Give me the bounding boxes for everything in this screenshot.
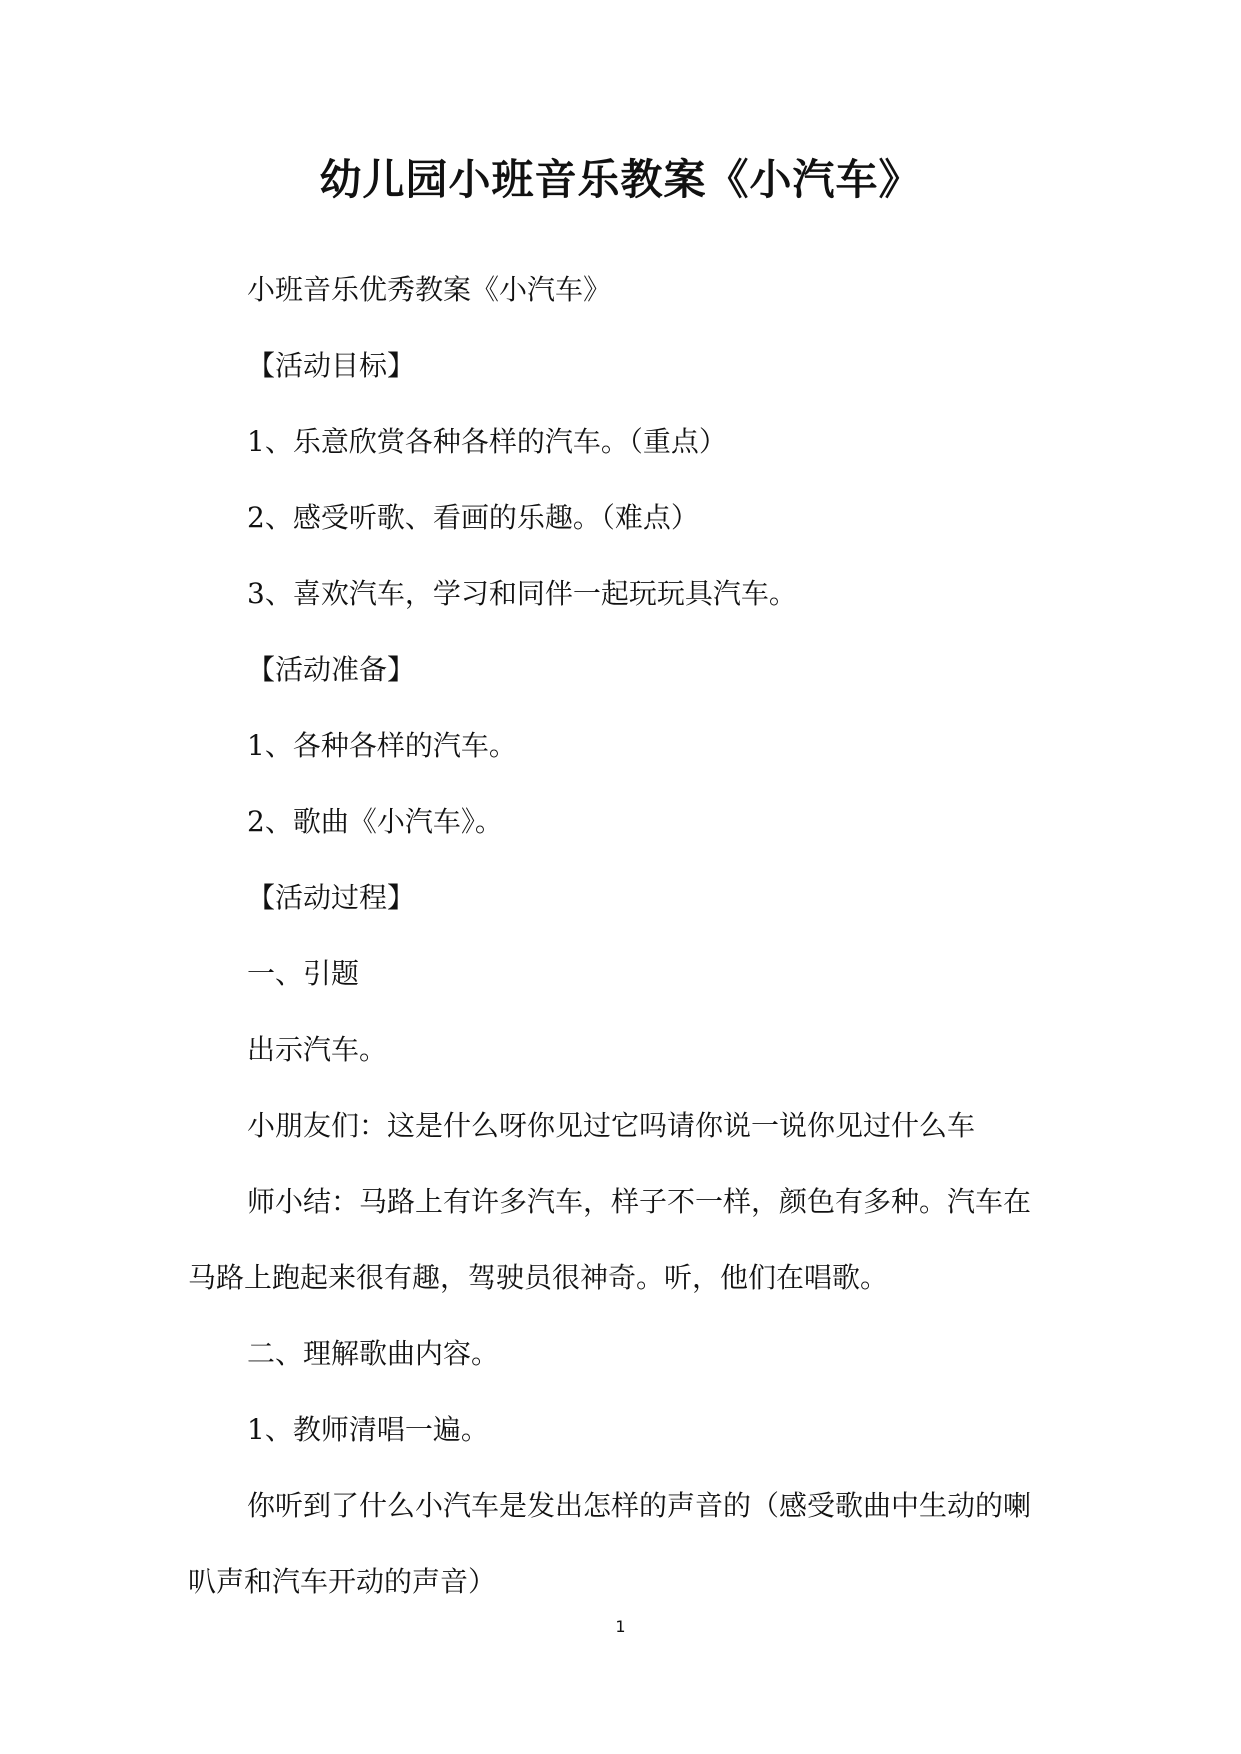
list-item: 2、感受听歌、看画的乐趣。（难点） (247, 501, 699, 534)
list-item: 1、乐意欣赏各种各样的汽车。（重点） (247, 425, 727, 458)
subsection-heading: 二、理解歌曲内容。 (247, 1337, 500, 1370)
list-item: 3、喜欢汽车，学习和同伴一起玩玩具汽车。 (247, 577, 797, 610)
list-item: 2、歌曲《小汽车》。 (247, 805, 503, 838)
document-title: 幼儿园小班音乐教案《小汽车》 (319, 155, 922, 204)
paragraph: 小朋友们：这是什么呀你见过它吗请你说一说你见过什么车 (247, 1109, 976, 1142)
section-heading-process: 【活动过程】 (247, 881, 416, 914)
paragraph-summary: 师小结：马路上有许多汽车，样子不一样，颜色有多种。汽车在马路上跑起来很有趣，驾驶员很神奇。听，他们在唱歌。 (188, 1185, 1032, 1294)
paragraph-subtitle: 小班音乐优秀教案《小汽车》 (247, 273, 612, 306)
paragraph: 你听到了什么小汽车是发出怎样的声音的（感受歌曲中生动的喇叭声和汽车开动的声音） (188, 1489, 1032, 1598)
document-body (188, 252, 1056, 1620)
paragraph: 出示汽车。 (247, 1033, 388, 1066)
list-item: 1、各种各样的汽车。 (247, 729, 517, 762)
section-heading-goals: 【活动目标】 (247, 349, 416, 382)
subsection-heading: 一、引题 (247, 957, 360, 990)
list-item: 1、教师清唱一遍。 (247, 1413, 489, 1446)
page-number: 1 (615, 1617, 626, 1636)
section-heading-preparation: 【活动准备】 (247, 653, 416, 686)
